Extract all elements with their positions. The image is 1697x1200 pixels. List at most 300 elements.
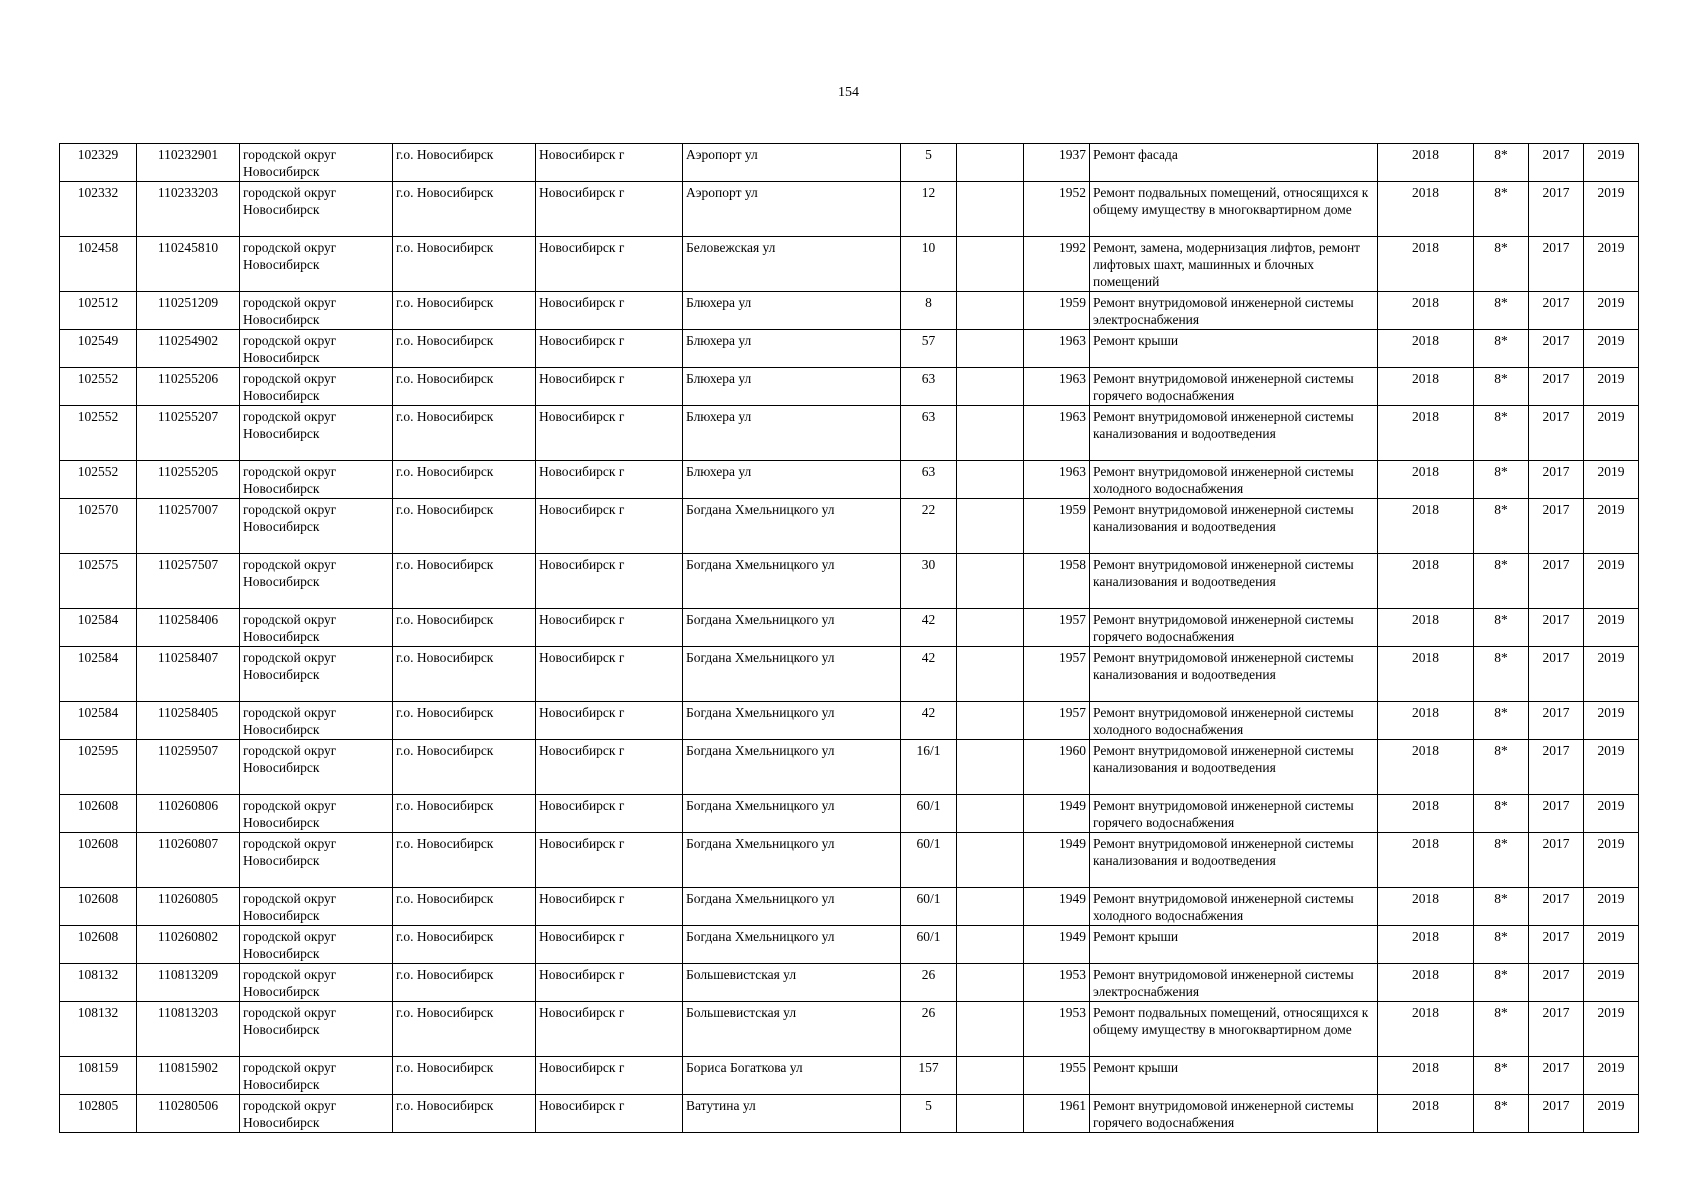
- municipality-cell: городской округ Новосибирск: [240, 833, 393, 888]
- district-cell: г.о. Новосибирск: [393, 1002, 536, 1057]
- note-cell: 8*: [1474, 368, 1529, 406]
- house-id-cell: 102329: [60, 144, 137, 182]
- work-type-cell: Ремонт внутридомовой инженерной системы канализования и водоотведения: [1090, 740, 1378, 795]
- district-cell: г.о. Новосибирск: [393, 1095, 536, 1133]
- municipality-cell: городской округ Новосибирск: [240, 182, 393, 237]
- plan-year-cell: 2018: [1378, 1095, 1474, 1133]
- table-row: [60, 740, 1639, 795]
- locality-cell: Новосибирск г: [536, 926, 683, 964]
- locality-cell: Новосибирск г: [536, 740, 683, 795]
- year-built-cell: 1953: [1024, 1002, 1090, 1057]
- street-cell: Аэропорт ул: [683, 144, 901, 182]
- plan-year-cell: 2018: [1378, 609, 1474, 647]
- period-end-cell: 2019: [1584, 888, 1639, 926]
- work-id-cell: 110254902: [137, 330, 240, 368]
- municipality-cell: городской округ Новосибирск: [240, 647, 393, 702]
- period-end-cell: 2019: [1584, 461, 1639, 499]
- building-cell: [957, 1095, 1024, 1133]
- period-start-cell: 2017: [1529, 740, 1584, 795]
- work-id-cell: 110260806: [137, 795, 240, 833]
- municipality-cell: городской округ Новосибирск: [240, 554, 393, 609]
- building-cell: [957, 499, 1024, 554]
- street-cell: Богдана Хмельницкого ул: [683, 609, 901, 647]
- period-end-cell: 2019: [1584, 609, 1639, 647]
- street-cell: Богдана Хмельницкого ул: [683, 499, 901, 554]
- district-cell: г.о. Новосибирск: [393, 461, 536, 499]
- street-cell: Блюхера ул: [683, 368, 901, 406]
- house-id-cell: 102575: [60, 554, 137, 609]
- year-built-cell: 1963: [1024, 330, 1090, 368]
- work-id-cell: 110258405: [137, 702, 240, 740]
- building-cell: [957, 926, 1024, 964]
- house-id-cell: 102608: [60, 795, 137, 833]
- table-row: [60, 1057, 1639, 1095]
- note-cell: 8*: [1474, 406, 1529, 461]
- locality-cell: Новосибирск г: [536, 888, 683, 926]
- house-id-cell: 102552: [60, 406, 137, 461]
- period-end-cell: 2019: [1584, 833, 1639, 888]
- period-start-cell: 2017: [1529, 368, 1584, 406]
- period-end-cell: 2019: [1584, 368, 1639, 406]
- period-end-cell: 2019: [1584, 926, 1639, 964]
- table-row: [60, 795, 1639, 833]
- note-cell: 8*: [1474, 647, 1529, 702]
- plan-year-cell: 2018: [1378, 647, 1474, 702]
- plan-year-cell: 2018: [1378, 499, 1474, 554]
- year-built-cell: 1992: [1024, 237, 1090, 292]
- house-number-cell: 42: [901, 647, 957, 702]
- district-cell: г.о. Новосибирск: [393, 888, 536, 926]
- period-start-cell: 2017: [1529, 926, 1584, 964]
- street-cell: Блюхера ул: [683, 406, 901, 461]
- house-number-cell: 63: [901, 368, 957, 406]
- district-cell: г.о. Новосибирск: [393, 740, 536, 795]
- work-id-cell: 110258406: [137, 609, 240, 647]
- locality-cell: Новосибирск г: [536, 1002, 683, 1057]
- work-id-cell: 110813203: [137, 1002, 240, 1057]
- table-row: [60, 833, 1639, 888]
- table-row: [60, 406, 1639, 461]
- work-type-cell: Ремонт, замена, модернизация лифтов, ремонт лифтовых шахт, машинных и блочных помещений: [1090, 237, 1378, 292]
- municipality-cell: городской округ Новосибирск: [240, 368, 393, 406]
- locality-cell: Новосибирск г: [536, 330, 683, 368]
- period-end-cell: 2019: [1584, 292, 1639, 330]
- district-cell: г.о. Новосибирск: [393, 1057, 536, 1095]
- municipality-cell: городской округ Новосибирск: [240, 292, 393, 330]
- work-type-cell: Ремонт внутридомовой инженерной системы горячего водоснабжения: [1090, 609, 1378, 647]
- building-cell: [957, 964, 1024, 1002]
- year-built-cell: 1958: [1024, 554, 1090, 609]
- street-cell: Богдана Хмельницкого ул: [683, 647, 901, 702]
- period-start-cell: 2017: [1529, 182, 1584, 237]
- street-cell: Большевистская ул: [683, 964, 901, 1002]
- house-id-cell: 102512: [60, 292, 137, 330]
- municipality-cell: городской округ Новосибирск: [240, 926, 393, 964]
- street-cell: Богдана Хмельницкого ул: [683, 888, 901, 926]
- period-start-cell: 2017: [1529, 499, 1584, 554]
- year-built-cell: 1963: [1024, 461, 1090, 499]
- period-end-cell: 2019: [1584, 702, 1639, 740]
- district-cell: г.о. Новосибирск: [393, 499, 536, 554]
- note-cell: 8*: [1474, 1002, 1529, 1057]
- note-cell: 8*: [1474, 702, 1529, 740]
- plan-year-cell: 2018: [1378, 702, 1474, 740]
- plan-year-cell: 2018: [1378, 1057, 1474, 1095]
- street-cell: Бориса Богаткова ул: [683, 1057, 901, 1095]
- plan-year-cell: 2018: [1378, 554, 1474, 609]
- year-built-cell: 1959: [1024, 292, 1090, 330]
- plan-year-cell: 2018: [1378, 292, 1474, 330]
- work-id-cell: 110259507: [137, 740, 240, 795]
- period-end-cell: 2019: [1584, 182, 1639, 237]
- municipality-cell: городской округ Новосибирск: [240, 499, 393, 554]
- street-cell: Беловежская ул: [683, 237, 901, 292]
- building-cell: [957, 740, 1024, 795]
- municipality-cell: городской округ Новосибирск: [240, 144, 393, 182]
- period-start-cell: 2017: [1529, 237, 1584, 292]
- work-type-cell: Ремонт внутридомовой инженерной системы холодного водоснабжения: [1090, 702, 1378, 740]
- house-number-cell: 60/1: [901, 926, 957, 964]
- plan-year-cell: 2018: [1378, 964, 1474, 1002]
- plan-year-cell: 2018: [1378, 182, 1474, 237]
- work-id-cell: 110233203: [137, 182, 240, 237]
- plan-year-cell: 2018: [1378, 368, 1474, 406]
- municipality-cell: городской округ Новосибирск: [240, 740, 393, 795]
- house-number-cell: 26: [901, 1002, 957, 1057]
- house-id-cell: 102570: [60, 499, 137, 554]
- work-id-cell: 110255206: [137, 368, 240, 406]
- district-cell: г.о. Новосибирск: [393, 795, 536, 833]
- municipality-cell: городской округ Новосибирск: [240, 609, 393, 647]
- street-cell: Блюхера ул: [683, 292, 901, 330]
- work-type-cell: Ремонт внутридомовой инженерной системы канализования и водоотведения: [1090, 833, 1378, 888]
- work-type-cell: Ремонт внутридомовой инженерной системы горячего водоснабжения: [1090, 368, 1378, 406]
- table-row: [60, 292, 1639, 330]
- street-cell: Богдана Хмельницкого ул: [683, 926, 901, 964]
- house-number-cell: 12: [901, 182, 957, 237]
- note-cell: 8*: [1474, 554, 1529, 609]
- period-end-cell: 2019: [1584, 144, 1639, 182]
- work-id-cell: 110280506: [137, 1095, 240, 1133]
- municipality-cell: городской округ Новосибирск: [240, 237, 393, 292]
- work-type-cell: Ремонт подвальных помещений, относящихся к общему имуществу в многоквартирном доме: [1090, 182, 1378, 237]
- table-row: [60, 499, 1639, 554]
- period-start-cell: 2017: [1529, 647, 1584, 702]
- work-type-cell: Ремонт внутридомовой инженерной системы холодного водоснабжения: [1090, 888, 1378, 926]
- municipality-cell: городской округ Новосибирск: [240, 1057, 393, 1095]
- house-id-cell: 108132: [60, 964, 137, 1002]
- work-type-cell: Ремонт крыши: [1090, 330, 1378, 368]
- house-id-cell: 102332: [60, 182, 137, 237]
- building-cell: [957, 833, 1024, 888]
- plan-year-cell: 2018: [1378, 926, 1474, 964]
- house-id-cell: 102552: [60, 461, 137, 499]
- period-end-cell: 2019: [1584, 330, 1639, 368]
- street-cell: Богдана Хмельницкого ул: [683, 702, 901, 740]
- house-id-cell: 102608: [60, 833, 137, 888]
- street-cell: Богдана Хмельницкого ул: [683, 833, 901, 888]
- work-type-cell: Ремонт крыши: [1090, 926, 1378, 964]
- table-row: [60, 647, 1639, 702]
- note-cell: 8*: [1474, 609, 1529, 647]
- work-type-cell: Ремонт крыши: [1090, 1057, 1378, 1095]
- building-cell: [957, 292, 1024, 330]
- house-number-cell: 8: [901, 292, 957, 330]
- year-built-cell: 1955: [1024, 1057, 1090, 1095]
- note-cell: 8*: [1474, 964, 1529, 1002]
- street-cell: Блюхера ул: [683, 461, 901, 499]
- work-id-cell: 110255207: [137, 406, 240, 461]
- year-built-cell: 1957: [1024, 702, 1090, 740]
- note-cell: 8*: [1474, 292, 1529, 330]
- locality-cell: Новосибирск г: [536, 368, 683, 406]
- work-id-cell: 110260802: [137, 926, 240, 964]
- table-row: [60, 1002, 1639, 1057]
- period-end-cell: 2019: [1584, 740, 1639, 795]
- street-cell: Ватутина ул: [683, 1095, 901, 1133]
- house-number-cell: 5: [901, 144, 957, 182]
- municipality-cell: городской округ Новосибирск: [240, 1002, 393, 1057]
- district-cell: г.о. Новосибирск: [393, 833, 536, 888]
- house-number-cell: 63: [901, 406, 957, 461]
- district-cell: г.о. Новосибирск: [393, 330, 536, 368]
- period-start-cell: 2017: [1529, 702, 1584, 740]
- locality-cell: Новосибирск г: [536, 702, 683, 740]
- page-number: 154: [838, 85, 859, 100]
- note-cell: 8*: [1474, 182, 1529, 237]
- house-id-cell: 102584: [60, 609, 137, 647]
- municipality-cell: городской округ Новосибирск: [240, 888, 393, 926]
- district-cell: г.о. Новосибирск: [393, 926, 536, 964]
- work-id-cell: 110815902: [137, 1057, 240, 1095]
- work-id-cell: 110245810: [137, 237, 240, 292]
- period-end-cell: 2019: [1584, 237, 1639, 292]
- table-row: [60, 237, 1639, 292]
- work-id-cell: 110232901: [137, 144, 240, 182]
- period-start-cell: 2017: [1529, 795, 1584, 833]
- district-cell: г.о. Новосибирск: [393, 368, 536, 406]
- locality-cell: Новосибирск г: [536, 833, 683, 888]
- house-number-cell: 10: [901, 237, 957, 292]
- district-cell: г.о. Новосибирск: [393, 964, 536, 1002]
- building-cell: [957, 647, 1024, 702]
- year-built-cell: 1963: [1024, 406, 1090, 461]
- table-row: [60, 330, 1639, 368]
- municipality-cell: городской округ Новосибирск: [240, 795, 393, 833]
- year-built-cell: 1949: [1024, 833, 1090, 888]
- municipality-cell: городской округ Новосибирск: [240, 1095, 393, 1133]
- house-id-cell: 108132: [60, 1002, 137, 1057]
- locality-cell: Новосибирск г: [536, 292, 683, 330]
- locality-cell: Новосибирск г: [536, 237, 683, 292]
- locality-cell: Новосибирск г: [536, 647, 683, 702]
- house-id-cell: 102584: [60, 647, 137, 702]
- period-end-cell: 2019: [1584, 1057, 1639, 1095]
- period-start-cell: 2017: [1529, 330, 1584, 368]
- locality-cell: Новосибирск г: [536, 461, 683, 499]
- note-cell: 8*: [1474, 237, 1529, 292]
- work-id-cell: 110255205: [137, 461, 240, 499]
- period-end-cell: 2019: [1584, 795, 1639, 833]
- plan-year-cell: 2018: [1378, 740, 1474, 795]
- year-built-cell: 1949: [1024, 795, 1090, 833]
- period-start-cell: 2017: [1529, 554, 1584, 609]
- house-number-cell: 22: [901, 499, 957, 554]
- work-type-cell: Ремонт внутридомовой инженерной системы канализования и водоотведения: [1090, 406, 1378, 461]
- table-row: [60, 1095, 1639, 1133]
- work-id-cell: 110813209: [137, 964, 240, 1002]
- house-number-cell: 157: [901, 1057, 957, 1095]
- building-cell: [957, 461, 1024, 499]
- period-start-cell: 2017: [1529, 964, 1584, 1002]
- house-number-cell: 16/1: [901, 740, 957, 795]
- period-start-cell: 2017: [1529, 406, 1584, 461]
- table-row: [60, 144, 1639, 182]
- work-id-cell: 110257007: [137, 499, 240, 554]
- street-cell: Богдана Хмельницкого ул: [683, 740, 901, 795]
- locality-cell: Новосибирск г: [536, 406, 683, 461]
- period-start-cell: 2017: [1529, 144, 1584, 182]
- period-end-cell: 2019: [1584, 499, 1639, 554]
- district-cell: г.о. Новосибирск: [393, 237, 536, 292]
- note-cell: 8*: [1474, 461, 1529, 499]
- period-end-cell: 2019: [1584, 1002, 1639, 1057]
- note-cell: 8*: [1474, 1057, 1529, 1095]
- building-cell: [957, 368, 1024, 406]
- work-type-cell: Ремонт фасада: [1090, 144, 1378, 182]
- house-number-cell: 60/1: [901, 795, 957, 833]
- locality-cell: Новосибирск г: [536, 499, 683, 554]
- table-row: [60, 888, 1639, 926]
- note-cell: 8*: [1474, 740, 1529, 795]
- year-built-cell: 1961: [1024, 1095, 1090, 1133]
- building-cell: [957, 1002, 1024, 1057]
- building-cell: [957, 609, 1024, 647]
- year-built-cell: 1960: [1024, 740, 1090, 795]
- house-number-cell: 26: [901, 964, 957, 1002]
- house-id-cell: 102552: [60, 368, 137, 406]
- year-built-cell: 1957: [1024, 609, 1090, 647]
- work-type-cell: Ремонт внутридомовой инженерной системы электроснабжения: [1090, 292, 1378, 330]
- house-id-cell: 102608: [60, 926, 137, 964]
- period-start-cell: 2017: [1529, 888, 1584, 926]
- locality-cell: Новосибирск г: [536, 554, 683, 609]
- house-number-cell: 5: [901, 1095, 957, 1133]
- house-number-cell: 30: [901, 554, 957, 609]
- note-cell: 8*: [1474, 1095, 1529, 1133]
- note-cell: 8*: [1474, 795, 1529, 833]
- district-cell: г.о. Новосибирск: [393, 182, 536, 237]
- locality-cell: Новосибирск г: [536, 609, 683, 647]
- house-number-cell: 63: [901, 461, 957, 499]
- plan-year-cell: 2018: [1378, 330, 1474, 368]
- work-type-cell: Ремонт внутридомовой инженерной системы канализования и водоотведения: [1090, 499, 1378, 554]
- period-start-cell: 2017: [1529, 609, 1584, 647]
- period-end-cell: 2019: [1584, 406, 1639, 461]
- house-id-cell: 102458: [60, 237, 137, 292]
- building-cell: [957, 330, 1024, 368]
- period-end-cell: 2019: [1584, 647, 1639, 702]
- note-cell: 8*: [1474, 330, 1529, 368]
- house-number-cell: 60/1: [901, 888, 957, 926]
- table-row: [60, 702, 1639, 740]
- table-row: [60, 964, 1639, 1002]
- house-number-cell: 42: [901, 702, 957, 740]
- house-id-cell: 102608: [60, 888, 137, 926]
- house-id-cell: 108159: [60, 1057, 137, 1095]
- street-cell: Блюхера ул: [683, 330, 901, 368]
- work-type-cell: Ремонт подвальных помещений, относящихся к общему имуществу в многоквартирном доме: [1090, 1002, 1378, 1057]
- table-row: [60, 368, 1639, 406]
- repair-program-table: [59, 143, 1639, 1133]
- locality-cell: Новосибирск г: [536, 1095, 683, 1133]
- year-built-cell: 1953: [1024, 964, 1090, 1002]
- work-type-cell: Ремонт внутридомовой инженерной системы канализования и водоотведения: [1090, 647, 1378, 702]
- locality-cell: Новосибирск г: [536, 182, 683, 237]
- plan-year-cell: 2018: [1378, 237, 1474, 292]
- district-cell: г.о. Новосибирск: [393, 144, 536, 182]
- note-cell: 8*: [1474, 144, 1529, 182]
- year-built-cell: 1937: [1024, 144, 1090, 182]
- year-built-cell: 1949: [1024, 926, 1090, 964]
- street-cell: Аэропорт ул: [683, 182, 901, 237]
- street-cell: Большевистская ул: [683, 1002, 901, 1057]
- municipality-cell: городской округ Новосибирск: [240, 330, 393, 368]
- period-end-cell: 2019: [1584, 964, 1639, 1002]
- table-row: [60, 182, 1639, 237]
- street-cell: Богдана Хмельницкого ул: [683, 554, 901, 609]
- municipality-cell: городской округ Новосибирск: [240, 702, 393, 740]
- locality-cell: Новосибирск г: [536, 1057, 683, 1095]
- building-cell: [957, 702, 1024, 740]
- building-cell: [957, 888, 1024, 926]
- note-cell: 8*: [1474, 833, 1529, 888]
- plan-year-cell: 2018: [1378, 795, 1474, 833]
- house-id-cell: 102584: [60, 702, 137, 740]
- plan-year-cell: 2018: [1378, 833, 1474, 888]
- locality-cell: Новосибирск г: [536, 795, 683, 833]
- house-number-cell: 60/1: [901, 833, 957, 888]
- district-cell: г.о. Новосибирск: [393, 554, 536, 609]
- period-start-cell: 2017: [1529, 1095, 1584, 1133]
- work-type-cell: Ремонт внутридомовой инженерной системы горячего водоснабжения: [1090, 795, 1378, 833]
- period-start-cell: 2017: [1529, 1002, 1584, 1057]
- period-start-cell: 2017: [1529, 1057, 1584, 1095]
- work-type-cell: Ремонт внутридомовой инженерной системы горячего водоснабжения: [1090, 1095, 1378, 1133]
- district-cell: г.о. Новосибирск: [393, 647, 536, 702]
- house-number-cell: 42: [901, 609, 957, 647]
- building-cell: [957, 237, 1024, 292]
- table-row: [60, 609, 1639, 647]
- period-start-cell: 2017: [1529, 833, 1584, 888]
- table-row: [60, 926, 1639, 964]
- note-cell: 8*: [1474, 499, 1529, 554]
- period-start-cell: 2017: [1529, 292, 1584, 330]
- plan-year-cell: 2018: [1378, 144, 1474, 182]
- municipality-cell: городской округ Новосибирск: [240, 964, 393, 1002]
- building-cell: [957, 554, 1024, 609]
- plan-year-cell: 2018: [1378, 406, 1474, 461]
- year-built-cell: 1957: [1024, 647, 1090, 702]
- note-cell: 8*: [1474, 926, 1529, 964]
- house-number-cell: 57: [901, 330, 957, 368]
- work-id-cell: 110260807: [137, 833, 240, 888]
- district-cell: г.о. Новосибирск: [393, 406, 536, 461]
- municipality-cell: городской округ Новосибирск: [240, 406, 393, 461]
- year-built-cell: 1959: [1024, 499, 1090, 554]
- year-built-cell: 1963: [1024, 368, 1090, 406]
- work-id-cell: 110258407: [137, 647, 240, 702]
